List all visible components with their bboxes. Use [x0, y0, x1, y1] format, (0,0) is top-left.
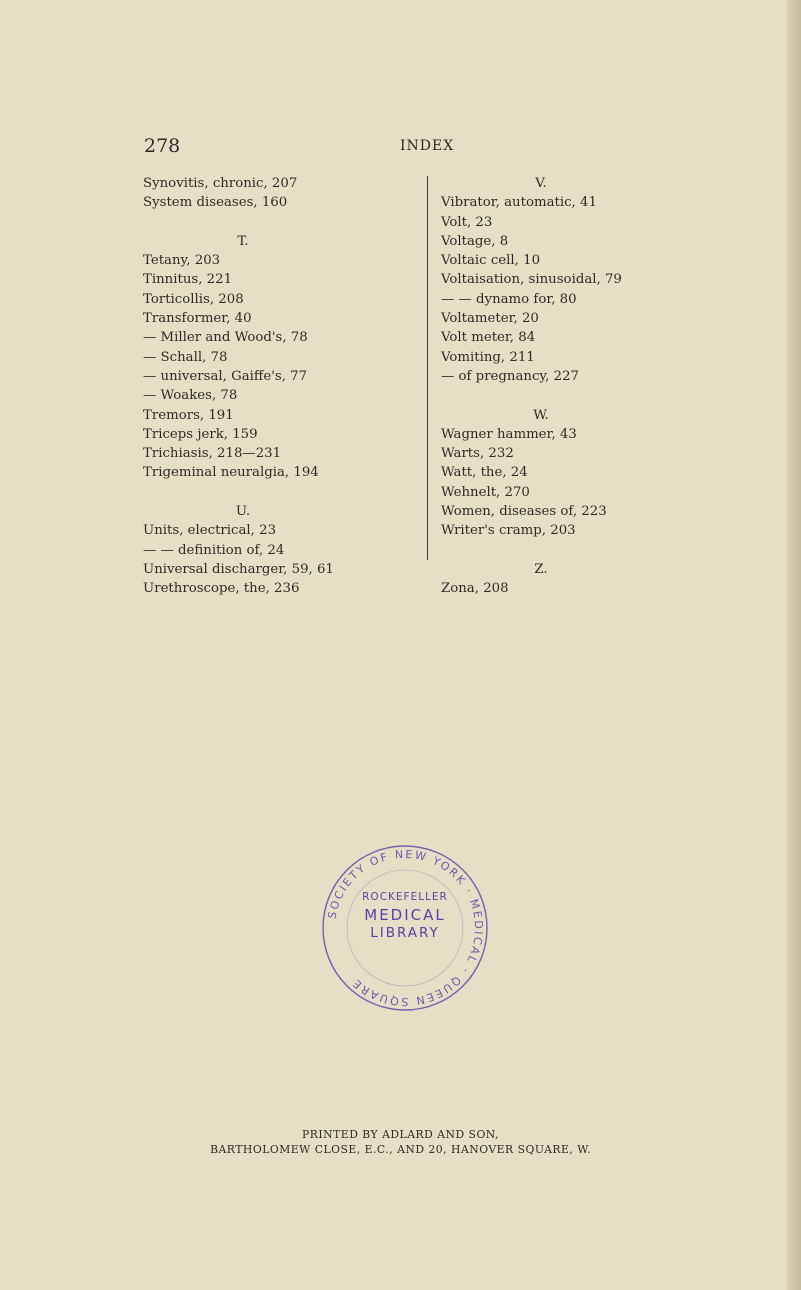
index-entry: Volt meter, 84: [441, 330, 536, 346]
index-entry: System diseases, 160: [143, 195, 288, 211]
index-entry: Tetany, 203: [143, 253, 221, 269]
stamp-line-medical: MEDICAL: [364, 906, 446, 924]
spacer: [441, 541, 726, 560]
page-header: [144, 135, 630, 157]
index-entry: Torticollis, 208: [143, 291, 244, 307]
section-letter: U.: [235, 504, 251, 520]
spacer: [143, 213, 428, 232]
section-letter: W.: [533, 407, 549, 423]
spacer: [143, 483, 428, 502]
section-letter: Z.: [534, 561, 548, 577]
column-divider: [427, 176, 428, 560]
index-entry: — — dynamo for, 80: [441, 291, 577, 307]
index-entry: Vomiting, 211: [441, 349, 535, 365]
index-entry: Wehnelt, 270: [441, 484, 530, 500]
section-letter: T.: [237, 233, 249, 249]
index-entry: Women, diseases of, 223: [441, 504, 607, 520]
stamp-ring-text: SOCIETY OF NEW YORK · MEDICAL · QUEEN SQUARE: [325, 847, 486, 1009]
library-stamp: [315, 838, 495, 1018]
index-entry: Tremors, 191: [143, 407, 234, 423]
page-number: 278: [144, 135, 181, 157]
index-entry: — — definition of, 24: [143, 542, 285, 558]
index-entry: Zona, 208: [441, 581, 509, 597]
index-entry: — universal, Gaiffe's, 77: [143, 368, 308, 384]
index-entry: Watt, the, 24: [441, 465, 528, 481]
stamp-line-library: LIBRARY: [370, 925, 440, 941]
index-entry: Synovitis, chronic, 207: [143, 176, 298, 191]
index-entry: Voltameter, 20: [441, 311, 539, 327]
running-head: INDEX: [400, 138, 455, 154]
page-edge: [787, 0, 801, 1290]
index-entry: Voltaisation, sinusoidal, 79: [441, 272, 622, 288]
stamp-line-rockefeller: ROCKEFELLER: [362, 891, 448, 903]
index-entry: Voltaic cell, 10: [441, 253, 541, 269]
index-entry: Triceps jerk, 159: [143, 426, 258, 442]
spacer: [441, 386, 726, 405]
index-entry: Transformer, 40: [143, 311, 252, 327]
index-entry: — Miller and Wood's, 78: [143, 330, 308, 346]
index-entry: — Schall, 78: [143, 349, 228, 365]
index-column-left: [143, 174, 428, 599]
index-entry: Units, electrical, 23: [143, 523, 277, 539]
index-entry: Trichiasis, 218—231: [143, 446, 282, 462]
index-entry: Urethroscope, the, 236: [143, 581, 300, 597]
index-entry: Universal discharger, 59, 61: [143, 561, 334, 577]
section-letter: V.: [535, 176, 547, 191]
index-entry: Warts, 232: [441, 446, 514, 462]
imprint-line-1: PRINTED BY ADLARD AND SON,: [302, 1128, 499, 1141]
index-entry: Voltage, 8: [441, 233, 509, 249]
index-entry: Vibrator, automatic, 41: [441, 195, 597, 211]
printer-imprint: [0, 1127, 801, 1157]
index-entry: Trigeminal neuralgia, 194: [143, 465, 319, 481]
index-entry: — of pregnancy, 227: [441, 368, 580, 384]
index-entry: — Woakes, 78: [143, 388, 238, 404]
index-entry: Wagner hammer, 43: [441, 426, 577, 442]
index-entry: Tinnitus, 221: [143, 272, 233, 288]
index-entry: Writer's cramp, 203: [441, 523, 576, 539]
imprint-line-2: BARTHOLOMEW CLOSE, E.C., AND 20, HANOVER SQUARE, W.: [210, 1143, 591, 1156]
index-column-right: [441, 174, 726, 599]
index-entry: Volt, 23: [441, 214, 493, 230]
